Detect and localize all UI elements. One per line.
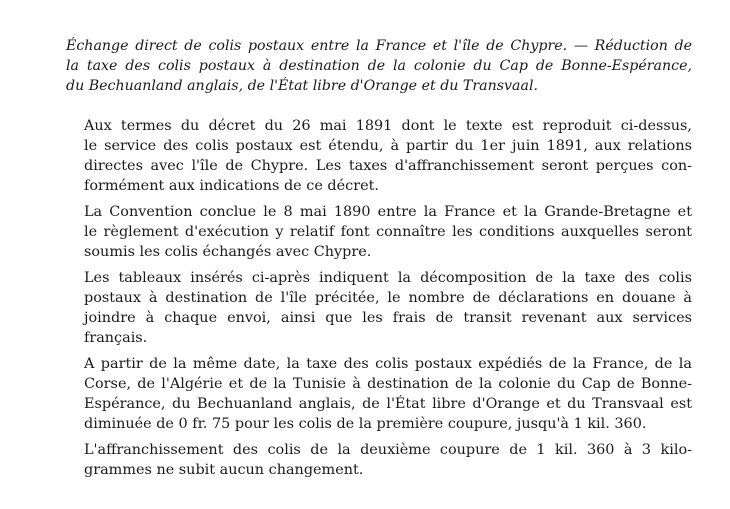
paragraph-line: La Convention conclue le 8 mai 1890 entre la France et la Grande-Bretagne et: [84, 204, 692, 220]
paragraph-line: diminuée de 0 fr. 75 pour les colis de la première coupure, jusqu'à 1 kil. 360.: [84, 416, 647, 432]
paragraph-line: Les tableaux insérés ci-après indiquent la décomposition de la taxe des colis: [84, 270, 692, 286]
heading-line: la taxe des colis postaux à destination de la colonie du Cap de Bonne-Espérance,: [66, 58, 692, 74]
paragraph-line: directes avec l'île de Chypre. Les taxes d'affranchissement seront perçues con-: [84, 158, 692, 174]
heading-line: Échange direct de colis postaux entre la France et l'île de Chypre. — Réduction de: [66, 38, 692, 54]
paragraph-line: Corse, de l'Algérie et de la Tunisie à destination de la colonie du Cap de Bonne-: [84, 376, 692, 392]
paragraph-tableaux: [66, 268, 692, 348]
paragraph-line: postaux à destination de l'île précitée, le nombre de déclarations en douane à: [84, 290, 692, 306]
paragraph-decree: [66, 116, 692, 196]
document-page: [66, 36, 692, 486]
section-heading: [66, 36, 692, 96]
paragraph-line: le service des colis postaux est étendu, à partir du 1er juin 1891, aux relations: [84, 138, 692, 154]
paragraph-line: grammes ne subit aucun changement.: [84, 462, 364, 478]
paragraph-taxe-reduction: [66, 354, 692, 434]
paragraph-line: le règlement d'exécution y relatif font connaître les conditions auxquelles seront: [84, 224, 692, 240]
paragraph-line: soumis les colis échangés avec Chypre.: [84, 244, 372, 260]
heading-line: du Bechuanland anglais, de l'État libre d'Orange et du Transvaal.: [66, 78, 539, 94]
paragraph-affranchissement: [66, 440, 692, 480]
paragraph-line: Espérance, du Bechuanland anglais, de l'État libre d'Orange et du Transvaal est: [84, 396, 692, 412]
paragraph-line: joindre à chaque envoi, ainsi que les frais de transit revenant aux services: [84, 310, 692, 326]
paragraph-line: français.: [84, 330, 148, 346]
paragraph-line: L'affranchissement des colis de la deuxième coupure de 1 kil. 360 à 3 kilo-: [84, 442, 692, 458]
paragraph-line: A partir de la même date, la taxe des colis postaux expédiés de la France, de la: [84, 356, 692, 372]
paragraph-line: formément aux indications de ce décret.: [84, 178, 379, 194]
paragraph-line: Aux termes du décret du 26 mai 1891 dont le texte est reproduit ci-dessus,: [84, 118, 692, 134]
paragraph-convention: [66, 202, 692, 262]
